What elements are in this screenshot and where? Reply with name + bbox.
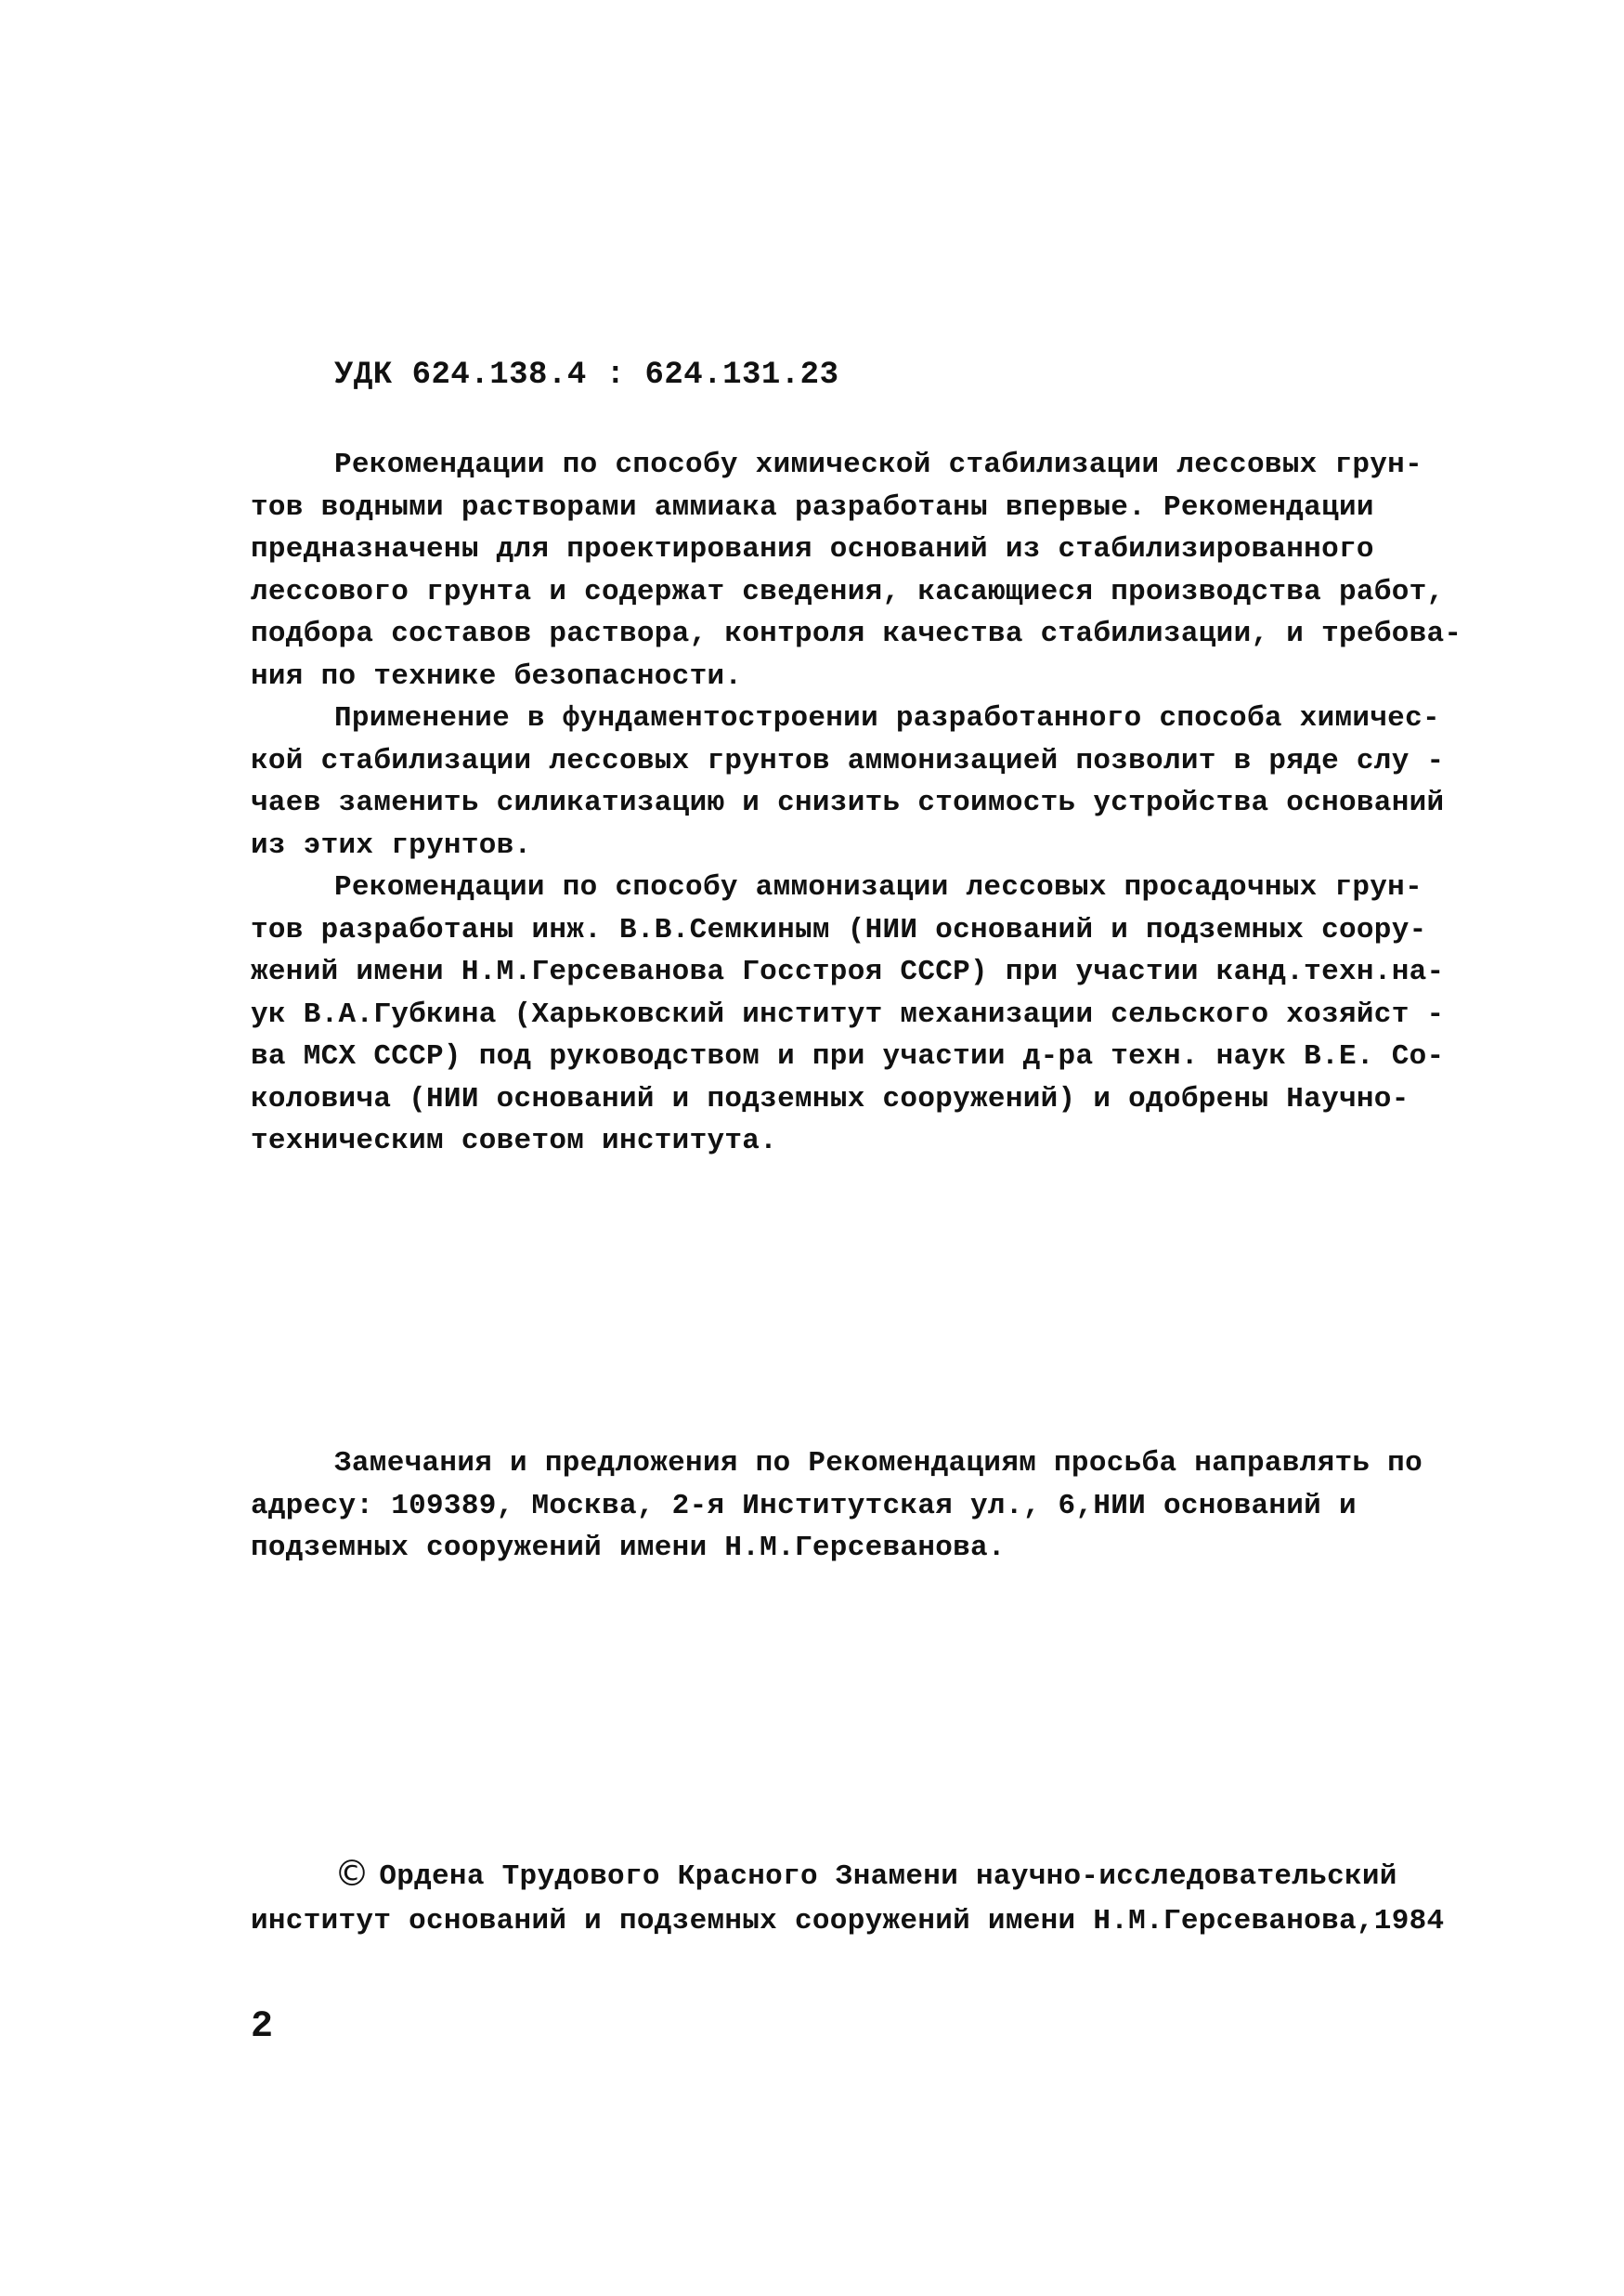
text-line: Рекомендации по способу аммонизации лессовых просадочных грун-: [334, 871, 1423, 904]
text-line: Применение в фундаментостроении разработанного способа химичес-: [334, 702, 1440, 735]
paragraph-1: [251, 444, 1462, 698]
paragraph-3: [251, 867, 1445, 1163]
text-line: тов водными растворами аммиака разработаны впервые. Рекомендации: [251, 490, 1374, 524]
text-line: ва МСХ СССР) под руководством и при участии д-ра техн. наук В.Е. Со-: [251, 1040, 1445, 1073]
text-line: институт оснований и подземных сооружений имени Н.М.Герсеванова,1984: [251, 1905, 1445, 1937]
text-line: Замечания и предложения по Рекомендациям просьба направлять по: [334, 1447, 1423, 1480]
text-line: техническим советом института.: [251, 1125, 778, 1157]
text-line: адресу: 109389, Москва, 2-я Институтская ул., 6,НИИ оснований и: [251, 1489, 1357, 1522]
text-line: чаев заменить силикатизацию и снизить стоимость устройства оснований: [251, 787, 1445, 819]
text-line: из этих грунтов.: [251, 828, 532, 862]
main-text-block: [251, 444, 1462, 1163]
text-line: коловича (НИИ оснований и подземных сооружений) и одобрены Научно-: [251, 1082, 1410, 1115]
text-line: подбора составов раствора, контроля качества стабилизации, и требова-: [251, 618, 1462, 650]
text-line: Рекомендации по способу химической стабилизации лессовых грун-: [334, 449, 1423, 481]
text-line: Ордена Трудового Красного Знамени научно-исследовательский: [379, 1860, 1397, 1893]
page-number: 2: [251, 2006, 274, 2048]
copyright-block: [251, 1851, 1445, 1944]
text-line: подземных сооружений имени Н.М.Герсеванова.: [251, 1532, 1006, 1564]
text-line: жений имени Н.М.Герсеванова Госстроя СССР) при участии канд.техн.на-: [251, 956, 1445, 988]
text-line: лессового грунта и содержат сведения, касающиеся производства работ,: [251, 575, 1445, 608]
text-line: тов разработаны инж. В.В.Семкиным (НИИ оснований и подземных соору-: [251, 913, 1427, 946]
text-line: ук В.А.Губкина (Харьковский институт механизации сельского хозяйст -: [251, 998, 1445, 1031]
copyright-line: [251, 1851, 1421, 1899]
text-line: ния по технике безопасности.: [251, 659, 743, 693]
text-line: кой стабилизации лессовых грунтов аммонизацией позволит в ряде слу -: [251, 744, 1445, 777]
udk-code: УДК 624.138.4 : 624.131.23: [334, 358, 839, 393]
copyright-icon: ©: [334, 1853, 370, 1894]
paragraph-2: [251, 698, 1445, 867]
text-line: предназначены для проектирования оснований из стабилизированного: [251, 533, 1374, 566]
address-block: [251, 1442, 1421, 1570]
